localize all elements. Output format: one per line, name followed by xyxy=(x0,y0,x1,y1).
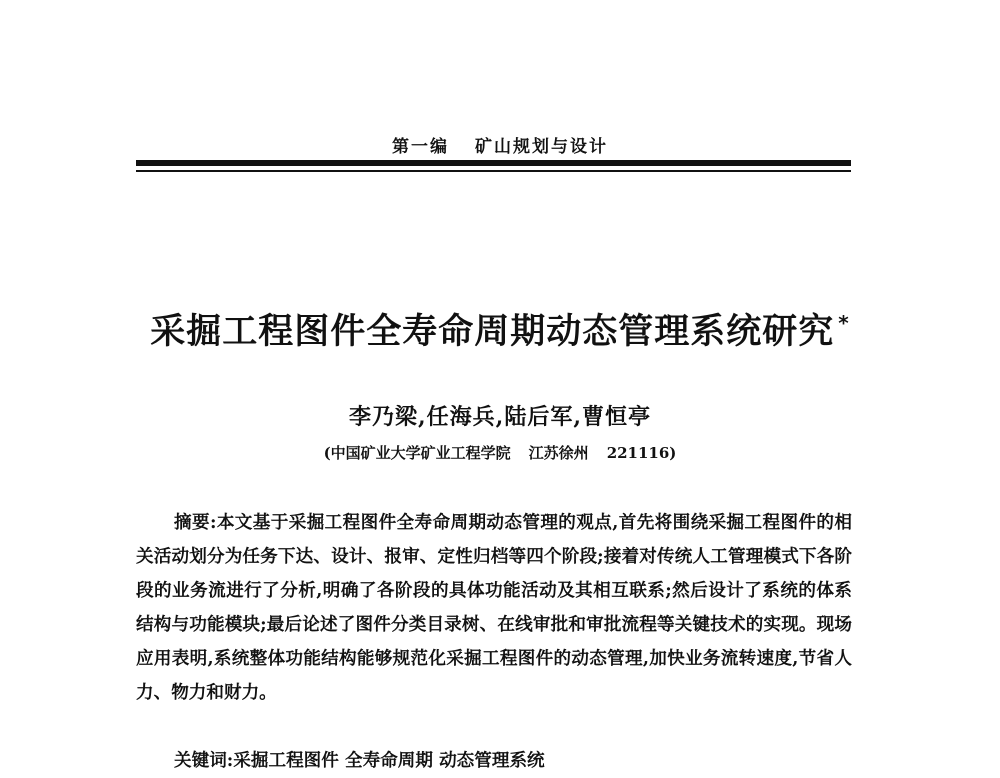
running-head xyxy=(0,132,1000,157)
abstract-label: 摘要 xyxy=(174,513,210,533)
paper-title-text: 采掘工程图件全寿命周期动态管理系统研究 xyxy=(150,312,835,352)
header-rule-thick xyxy=(136,160,851,166)
author-list: 李乃梁,任海兵,陆后军,曹恒亭 xyxy=(349,404,651,430)
keywords-separator: : xyxy=(226,750,234,771)
title-footnote-mark: * xyxy=(838,311,850,336)
abstract-text: 本文基于采掘工程图件全寿命周期动态管理的观点,首先将围绕采掘工程图件的相关活动划分为任务下达、设计、报审、定性归档等四个阶段;接着对传统人工管理模式下各阶段的业务流进行了分析,明确了各阶段的具体功能活动及其相互联系;然后设计了系统的体系结构与功能模块;最后论述了图件分类目录树、在线审批和审批流程等关键技术的实现。现场应用表明,系统整体功能结构能够规范化采掘工程图件的动态管理,加快业务流转速度,节省人力、物力和财力。 xyxy=(136,512,852,703)
running-head-part: 第一编 xyxy=(392,137,449,157)
abstract-paragraph xyxy=(136,506,852,710)
header-rule-thin xyxy=(136,170,851,172)
affiliation-location: 江苏徐州 xyxy=(528,444,589,462)
abstract-separator: : xyxy=(209,512,217,533)
keywords-paragraph xyxy=(136,744,852,778)
running-head-section: 矿山规划与设计 xyxy=(475,137,608,157)
keywords-label: 关键词 xyxy=(174,751,227,771)
affiliation-postcode: 221116) xyxy=(606,444,677,462)
author-affiliation xyxy=(0,442,1000,463)
paper-title xyxy=(0,304,1000,354)
keywords-text: 采掘工程图件 全寿命周期 动态管理系统 xyxy=(233,750,545,771)
affiliation-institution: (中国矿业大学矿业工程学院 xyxy=(323,444,511,462)
